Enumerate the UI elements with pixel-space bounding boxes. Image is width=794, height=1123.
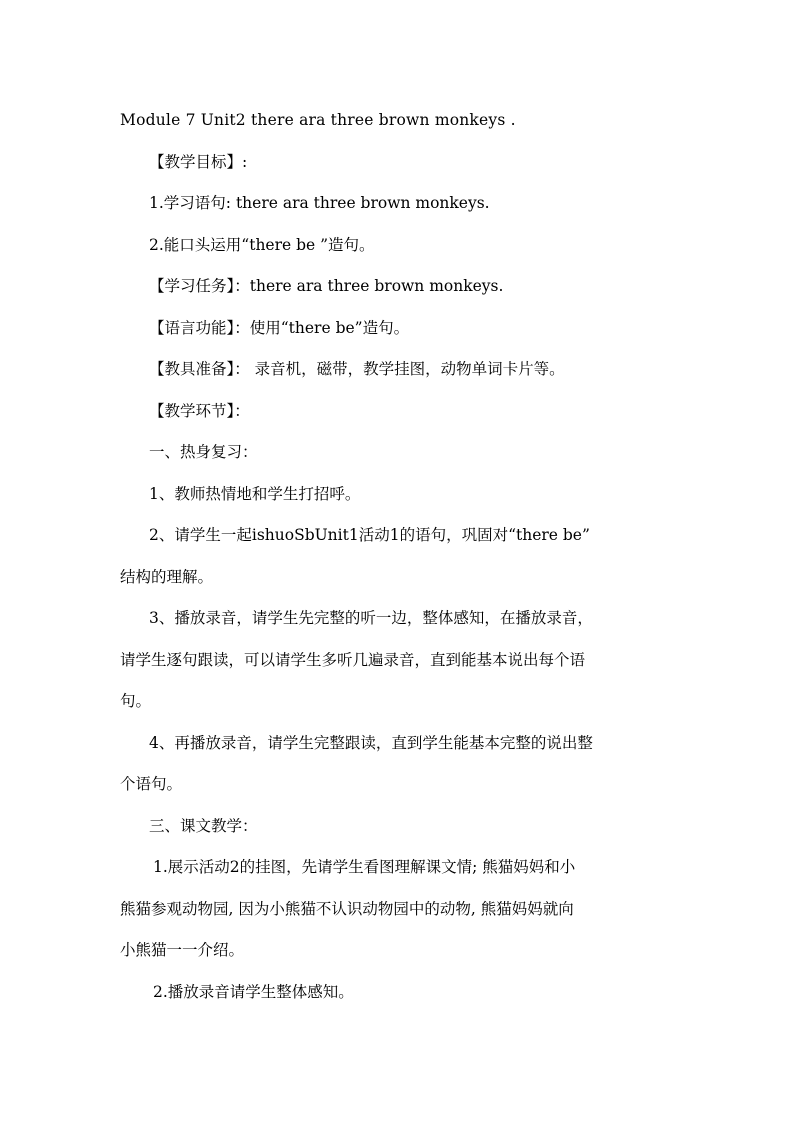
- paragraph-goal-1: 1.学习语句: there ara three brown monkeys.: [149, 194, 490, 212]
- paragraph-step-1: 1、教师热情地和学生打招呼。: [149, 484, 361, 503]
- section-heading-learning-task: 【学习任务】：there ara three brown monkeys.: [149, 277, 504, 295]
- section-heading-language-function: 【语言功能】：使用“there be”造句。: [149, 318, 410, 337]
- paragraph-step-2-line-1: 2、请学生一起ishuoSbUnit1活动1的语句，巩固对“there be”: [149, 526, 590, 544]
- section-heading-text-teaching: 三、课文教学：: [149, 816, 258, 835]
- section-heading-warmup: 一、热身复习：: [149, 443, 258, 461]
- paragraph-text-1-line-3: 小熊猫一一介绍。: [120, 941, 245, 959]
- paragraph-step-4-line-1: 4、再播放录音，请学生完整跟读，直到学生能基本完整的说出整: [149, 733, 593, 752]
- paragraph-step-3-line-2: 请学生逐句跟读，可以请学生多听几遍录音，直到能基本说出每个语: [120, 650, 586, 669]
- section-heading-teaching-aids: 【教具准备】： 录音机，磁带，教学挂图，动物单词卡片等。: [149, 360, 565, 378]
- paragraph-text-1-line-2: 熊猫参观动物园, 因为小熊猫不认识动物园中的动物, 熊猫妈妈就向: [120, 899, 574, 918]
- section-heading-teaching-goals: 【教学目标】:: [149, 152, 248, 171]
- paragraph-step-2-line-2: 结构的理解。: [120, 567, 214, 586]
- paragraph-step-4-line-2: 个语句。: [120, 775, 183, 793]
- section-heading-teaching-steps: 【教学环节】：: [149, 401, 250, 420]
- paragraph-text-2: 2.播放录音请学生整体感知。: [153, 982, 354, 1001]
- paragraph-text-1-line-1: 1.展示活动2的挂图，先请学生看图理解课文情; 熊猫妈妈和小: [153, 858, 576, 876]
- paragraph-goal-2: 2.能口头运用“there be ”造句。: [149, 235, 375, 254]
- paragraph-step-3-line-1: 3、播放录音，请学生先完整的听一边，整体感知，在播放录音，: [149, 609, 593, 627]
- document-title: Module 7 Unit2 there ara three brown monkeys .: [120, 111, 516, 129]
- document-body: [120, 100, 680, 1013]
- paragraph-step-3-line-3: 句。: [120, 692, 152, 710]
